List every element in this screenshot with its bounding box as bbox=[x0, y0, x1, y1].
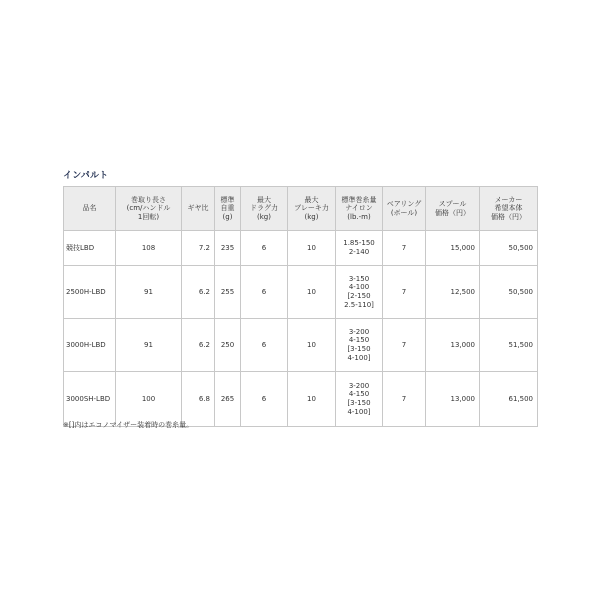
cell-bearing: 7 bbox=[383, 372, 426, 427]
cell-weight: 265 bbox=[215, 372, 241, 427]
header-line: 標準巻糸量 ナイロン (lb.-m) bbox=[336, 187, 383, 231]
cell-bearing: 7 bbox=[383, 231, 426, 266]
cell-length: 91 bbox=[116, 266, 182, 319]
cell-spool-price: 15,000 bbox=[426, 231, 480, 266]
header-spool-price: スプール 価格（円） bbox=[426, 187, 480, 231]
header-weight: 標準 自重 (g) bbox=[215, 187, 241, 231]
cell-price: 61,500 bbox=[480, 372, 538, 427]
header-price: メーカー 希望本体 価格（円） bbox=[480, 187, 538, 231]
cell-bearing: 7 bbox=[383, 266, 426, 319]
cell-gear: 7.2 bbox=[182, 231, 215, 266]
table-row bbox=[64, 372, 538, 427]
cell-length: 108 bbox=[116, 231, 182, 266]
product-title: インパルト bbox=[63, 171, 109, 181]
cell-brake: 10 bbox=[288, 266, 336, 319]
cell-bearing: 7 bbox=[383, 319, 426, 372]
cell-price: 51,500 bbox=[480, 319, 538, 372]
cell-model: 3000SH-LBD bbox=[64, 372, 116, 427]
cell-spool-price: 12,500 bbox=[426, 266, 480, 319]
cell-weight: 250 bbox=[215, 319, 241, 372]
cell-weight: 235 bbox=[215, 231, 241, 266]
cell-gear: 6.8 bbox=[182, 372, 215, 427]
header-drag: 最大 ドラグ力 (kg) bbox=[241, 187, 288, 231]
cell-model: 競技LBD bbox=[64, 231, 116, 266]
cell-drag: 6 bbox=[241, 231, 288, 266]
cell-line: 3-200 4-150 [3-150 4-100] bbox=[336, 372, 383, 427]
cell-length: 100 bbox=[116, 372, 182, 427]
cell-gear: 6.2 bbox=[182, 266, 215, 319]
cell-price: 50,500 bbox=[480, 266, 538, 319]
cell-model: 2500H-LBD bbox=[64, 266, 116, 319]
footnote: ※[]内はエコノマイザー装着時の巻糸量。 bbox=[63, 421, 194, 429]
cell-brake: 10 bbox=[288, 372, 336, 427]
header-row bbox=[64, 187, 538, 231]
cell-model: 3000H-LBD bbox=[64, 319, 116, 372]
header-model: 品名 bbox=[64, 187, 116, 231]
cell-brake: 10 bbox=[288, 319, 336, 372]
cell-drag: 6 bbox=[241, 372, 288, 427]
cell-weight: 255 bbox=[215, 266, 241, 319]
header-length: 巻取り長さ (cm/ハンドル 1回転) bbox=[116, 187, 182, 231]
cell-line: 3-150 4-100 [2-150 2.5-110] bbox=[336, 266, 383, 319]
cell-line: 3-200 4-150 [3-150 4-100] bbox=[336, 319, 383, 372]
table-row bbox=[64, 319, 538, 372]
cell-drag: 6 bbox=[241, 266, 288, 319]
cell-spool-price: 13,000 bbox=[426, 319, 480, 372]
header-brake: 最大 ブレーキ力 (kg) bbox=[288, 187, 336, 231]
table-row bbox=[64, 231, 538, 266]
spec-table bbox=[63, 186, 538, 427]
cell-drag: 6 bbox=[241, 319, 288, 372]
header-bearing: ベアリング (ボール) bbox=[383, 187, 426, 231]
cell-length: 91 bbox=[116, 319, 182, 372]
cell-price: 50,500 bbox=[480, 231, 538, 266]
cell-brake: 10 bbox=[288, 231, 336, 266]
cell-line: 1.85-150 2-140 bbox=[336, 231, 383, 266]
header-gear: ギヤ比 bbox=[182, 187, 215, 231]
table-row bbox=[64, 266, 538, 319]
cell-spool-price: 13,000 bbox=[426, 372, 480, 427]
cell-gear: 6.2 bbox=[182, 319, 215, 372]
